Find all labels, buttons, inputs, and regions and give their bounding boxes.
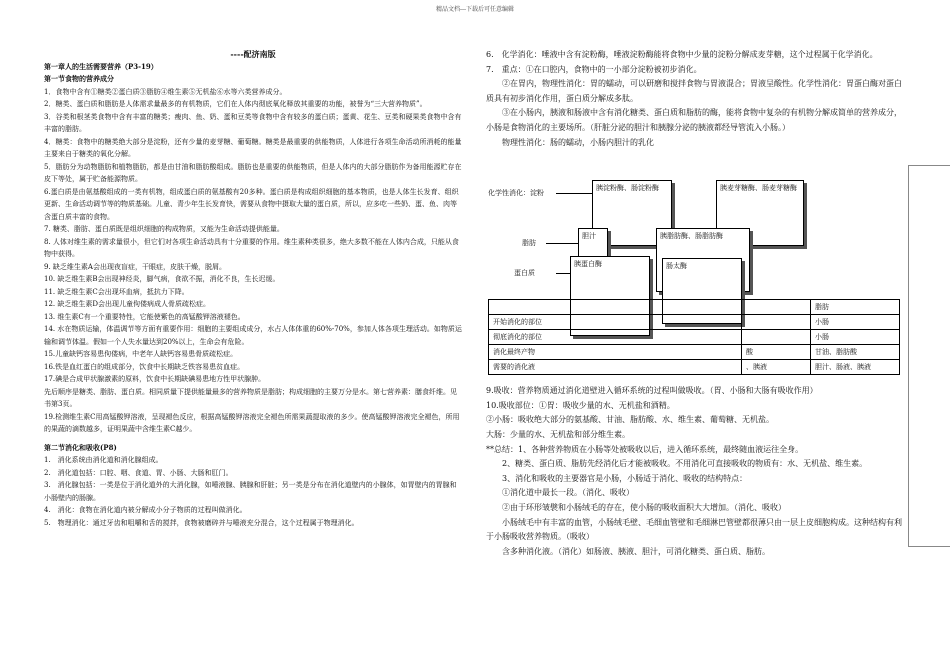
text-line: 3、消化和吸收的主要器官是小肠，小肠适于消化、吸收的结构特点： — [486, 473, 748, 483]
text-line: 15.儿童缺钙容易患佝偻病，中老年人缺钙容易患骨质疏松症。 — [44, 350, 238, 358]
table-row — [489, 300, 900, 315]
text-line: ①消化道中最长一段。（消化、吸收） — [486, 488, 634, 498]
text-line: 6. 化学消化：唾液中含有淀粉酶，唾液淀粉酶能将食物中少量的淀粉分解成麦芽糖，这个过程属于化学消化。 — [486, 50, 878, 59]
enzyme-box: 胰蛋白酶 — [570, 256, 650, 336]
table-cell: 胆汁、肠液、胰液 — [811, 360, 900, 375]
section2-list — [44, 454, 462, 529]
text-line: 3．谷类和根茎类食物中含有丰富的糖类；瘦肉、鱼、奶、蛋和豆类等食物中含有较多的蛋白质；蛋黄、花生、豆类和硬果类食物中含有丰富的脂肪。 — [44, 112, 462, 133]
text-line: ②由于环形皱襞和小肠绒毛的存在，使小肠的吸收面积大大增加。（消化、吸收） — [486, 502, 786, 512]
digestion-diagram — [486, 152, 906, 384]
table-cell: 开始消化的部位 — [489, 315, 742, 330]
digestion-list — [486, 48, 906, 150]
doc-title: ----配济南版 — [230, 49, 276, 59]
table-row — [489, 330, 900, 345]
text-line: 4．糖类：食物中的糖类绝大部分是淀粉，还有少量的麦芽糖、葡萄糖。糖类是最重要的供能物质，人体进行各项生命活动所消耗的能量主要来自于糖类的氧化分解。 — [44, 137, 462, 158]
side-panel — [908, 165, 950, 547]
text-line: 3. 消化腺包括：一类是位于消化道外的大消化腺，如唾液腺、胰腺和肝脏；另一类是分布在消化道壁内的小腺体，如胃壁内的胃腺和小肠壁内的肠腺。 — [44, 481, 457, 502]
absorption-list — [486, 384, 906, 559]
text-line: ③在小肠内，胰液和肠液中含有消化糖类、蛋白质和脂肪的酶，能将食物中复杂的有机物分解成简单的营养成分，小肠是食物消化的主要场所。（肝脏分泌的胆汁和胰腺分泌的胰液都经导管流入小肠。） — [486, 108, 902, 132]
text-line: 12. 缺乏维生素D会出现儿童佝偻病成人骨质疏松症。 — [44, 300, 210, 308]
text-line: 先后顺序是糖类、脂肪、蛋白质。相同质量下提供能量最多的营养物质是脂肪；构成细胞的主要万分是水。第七营养素：膳食纤维。见书第3页。 — [44, 387, 457, 408]
digestion-table — [488, 299, 900, 375]
table-cell: 、胰液 — [742, 360, 811, 375]
table-cell: 消化最终产物 — [489, 345, 742, 360]
chem-label: 化学性消化：淀粉 — [488, 189, 544, 198]
table-cell: 小肠 — [811, 330, 900, 345]
protein-label: 蛋白质 — [514, 269, 535, 278]
text-line: 含多种消化液。（消化）如肠液、胰液、胆汁，可消化糖类、蛋白质、脂肪。 — [486, 546, 770, 556]
table-cell: 需要的消化液 — [489, 360, 742, 375]
text-line: 4. 消化：食物在消化道内被分解成小分子物质的过程叫做消化。 — [44, 506, 247, 514]
table-cell: 甘油、脂肪酸 — [811, 345, 900, 360]
text-line: 14. 水在物质运输，体温调节等方面有重要作用：细胞的主要组成成分，水占人体体重的60%-70%，参加人体各项生理活动。如物质运输和调节体温。假如一个人失水量达到20%以上，生命会有危险。 — [44, 325, 462, 346]
table-cell: 彻底消化的部位 — [489, 330, 742, 345]
bile-box: 胆汁 — [578, 228, 608, 268]
text-line: 13. 维生素C有一个重要特性，它能使紫色的高锰酸钾溶液褪色。 — [44, 312, 245, 321]
chapter-title: 第一章人的生活需要营养（P3-19） — [44, 61, 158, 71]
section-title-2: 第二节消化和吸收(P8) — [44, 442, 117, 452]
text-line: 7. 糖类、脂肪、蛋白质既是组织细胞的构成物质，又能为生命活动提供能量。 — [44, 225, 284, 233]
table-cell: 脂肪 — [811, 300, 900, 315]
arrow — [556, 193, 592, 194]
text-line: 2、糖类、蛋白质、脂肪先经消化后才能被吸收。不用消化可直接吸收的物质有：水、无机盐、维生素。 — [486, 459, 868, 469]
text-line: 物理性消化：肠的蠕动，小肠内胆汁的乳化 — [486, 137, 654, 147]
text-line: 11. 缺乏维生素C会出现坏血病，抵抗力下降。 — [44, 287, 189, 296]
text-line: 16.铁是血红蛋白的组成部分，饮食中长期缺乏铁容易患贫血症。 — [44, 362, 245, 371]
text-line: 17.碘是合成甲状腺激素的原料，饮食中长期缺碘易患地方性甲状腺肿。 — [44, 375, 266, 383]
arrow — [556, 273, 570, 274]
page-header: 精品文档---下载后可任意编辑 — [435, 6, 515, 13]
table-cell — [489, 300, 742, 315]
fat-label: 脂肪 — [522, 239, 536, 248]
table-row — [489, 315, 900, 330]
section1-list — [44, 86, 462, 436]
text-line: 2．糖类、蛋白质和脂肪是人体需求量最多的有机物质，它们在人体内彻底氧化释放其重要的功能，被誉为“三大营养物质”。 — [44, 100, 427, 108]
right-column — [486, 48, 906, 559]
enzyme-box: 肠太酶 — [662, 258, 742, 324]
text-line: 9.吸收：营养物质通过消化道壁进入循环系统的过程叫做吸收。（胃、小肠和大肠有吸收作用） — [486, 386, 818, 396]
text-line: 19.检测维生素C用高锰酸钾溶液，呈现褪色反应，根据高锰酸钾溶液完全褪色所需果蔬提取液的多少。使高锰酸钾溶液完全褪色，所用的果蔬的滴数越多，证明果蔬中含维生素C越少。 — [44, 412, 460, 433]
text-line: 2. 消化道包括：口腔、咽、食道、胃、小肠、大肠和肛门。 — [44, 468, 233, 477]
enzyme-box: 胰淀粉酶、肠淀粉酶 — [592, 180, 672, 246]
text-line: 9. 缺乏维生素A会出现夜盲症，干眼症，皮肤干燥，脱屑。 — [44, 262, 226, 271]
text-line: ②在胃内，物理性消化：胃的蠕动，可以研磨和搅拌食物与胃液混合；胃液呈酸性。化学性消化：胃蛋白酶对蛋白质具有初步消化作用，蛋白质分解成多肽。 — [486, 79, 902, 103]
text-line: 5. 物理消化：通过牙齿和咀嚼和舌的搅拌，食物被磨碎并与唾液充分混合，这个过程属于物理消化。 — [44, 518, 359, 527]
table-cell: 小肠 — [811, 315, 900, 330]
enzyme-box: 胰脂肪酶、肠脂肪酶 — [656, 228, 750, 292]
text-line: 10. 缺乏维生素B会出现神经炎，脚气病，食欲不振，消化不良，生长迟缓。 — [44, 275, 280, 283]
arrow — [546, 243, 578, 244]
table-cell: 酸 — [742, 345, 811, 360]
text-line: 5．脂肪分为动物脂肪和植物脂肪，都是由甘油和脂肪酸组成。脂肪也是重要的供能物质，但是人体内的大部分脂肪作为备用能源贮存在皮下等处，属于贮备能源物质。 — [44, 162, 462, 183]
enzyme-box: 胰麦芽糖酶、肠麦芽糖酶 — [716, 180, 804, 246]
table-row — [489, 360, 900, 375]
text-line: 6.蛋白质是由氨基酸组成的一类有机物，组成蛋白质的氨基酸有20多种。蛋白质是构成组织细胞的基本物质，也是人体生长发育、组织更新、生命活动调节等的物质基础。儿童、青少年生长发育快，需要从食物中摄取大量的蛋白质，所以，应多吃一些奶、蛋、鱼、肉等含蛋白质丰富的食物。 — [44, 187, 459, 221]
text-line: 1．食物中含有①糖类②蛋白质③脂肪④维生素⑤无机盐⑥水等六类营养成分。 — [44, 87, 287, 96]
text-line: 10.吸收部位：①胃：吸收少量的水、无机盐和酒精。 — [486, 400, 675, 410]
text-line: ②小肠：吸收绝大部分的氨基酸、甘油、脂肪酸、水、维生素、葡萄糖、无机盐。 — [486, 415, 774, 425]
text-line: **总结：1、各种营养物质在小肠等处被吸收以后，进入循环系统，最终随血液运往全身。 — [486, 444, 804, 454]
text-line: 8. 人体对维生素的需求量很小，但它们对各项生命活动具有十分重要的作用。维生素种类很多，绝大多数不能在人体内合成，只能从食物中获得。 — [44, 237, 459, 258]
table-row — [489, 345, 900, 360]
text-line: 小肠绒毛中有丰富的血管，小肠绒毛壁、毛细血管壁和毛细淋巴管壁都很薄只由一层上皮细胞构成。这种结构有利于小肠吸收营养物质。（吸收） — [486, 517, 902, 542]
left-column — [44, 48, 462, 529]
text-line: 7. 重点：①在口腔内，食物中的一小部分淀粉被初步消化。 — [486, 64, 702, 74]
text-line: 1. 消化系统由消化道和消化腺组成。 — [44, 456, 163, 464]
text-line: 大肠：少量的水、无机盐和部分维生素。 — [486, 429, 630, 439]
section-title-1: 第一节食物的营养成分 — [44, 74, 114, 83]
